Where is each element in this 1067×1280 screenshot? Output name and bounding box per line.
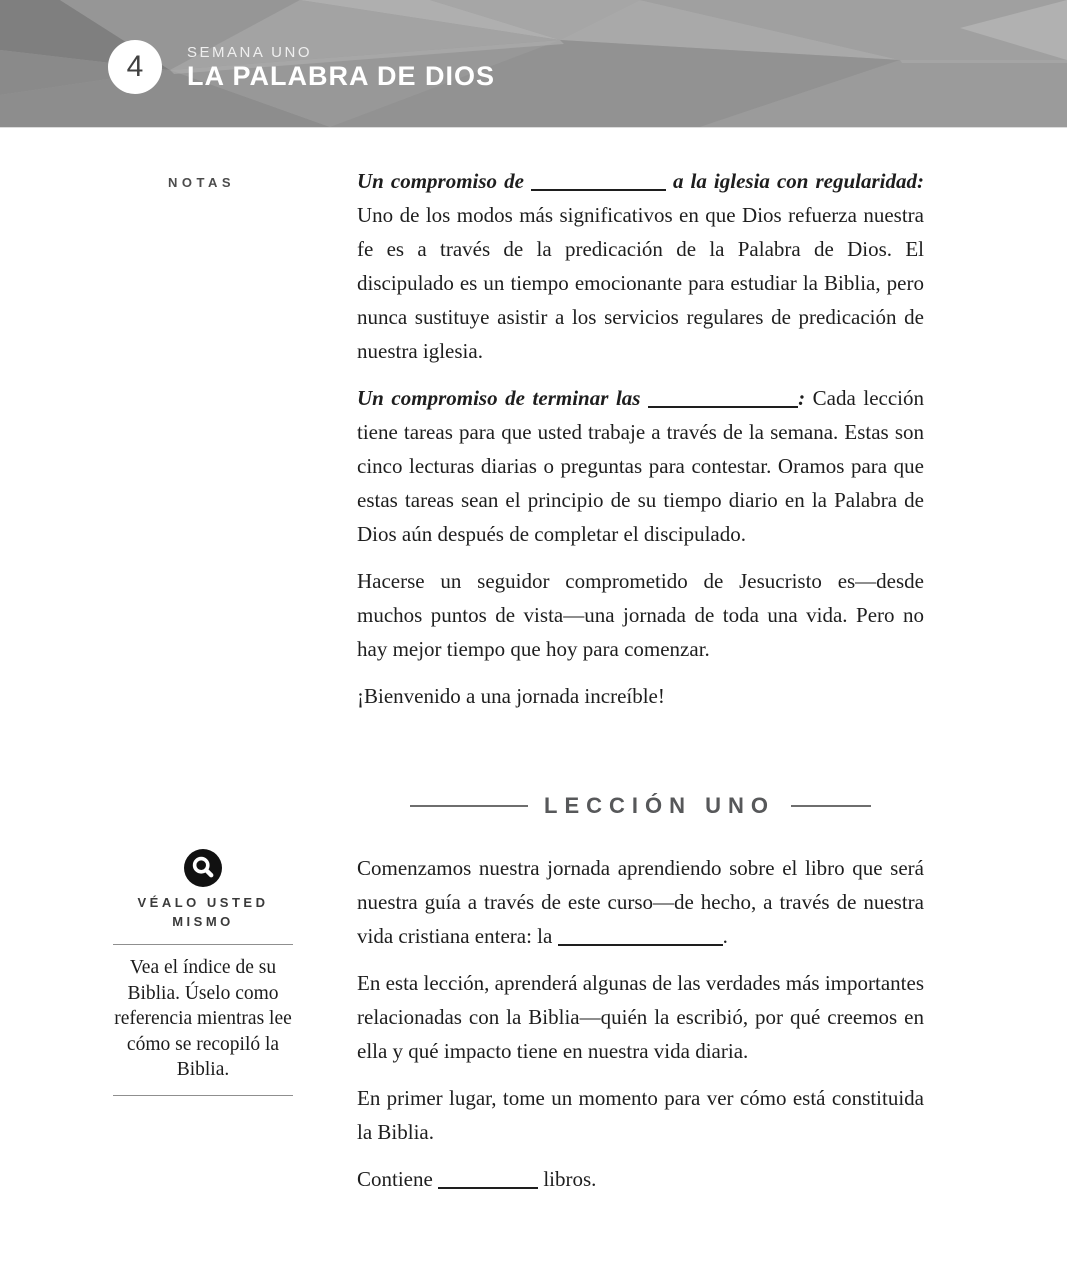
fill-in-blank	[648, 403, 798, 408]
callout-label-line2: MISMO	[172, 914, 234, 929]
paragraph-body: Contiene	[357, 1167, 439, 1191]
bold-lead-tail: :	[798, 386, 813, 410]
callout-body-text: Vea el índice de su Biblia. Úselo como referencia mientras lee cómo se recopiló la Biblia.	[114, 957, 292, 1080]
main-text-column	[357, 164, 924, 1209]
paragraph-contiene-libros	[357, 1162, 924, 1196]
paragraph-body: Uno de los modos más significativos en que Dios refuerza nuestra fe es a través de la predicación de la Palabra de Dios. El discipulado es un tiempo emocionante para estudiar la Biblia, pero nunca sustituye asistir a los servicios regulares de predicación de nuestra iglesia.	[357, 203, 924, 363]
notes-label: NOTAS	[168, 175, 236, 190]
paragraph-comenzamos	[357, 851, 924, 953]
chapter-title: LA PALABRA DE DIOS	[187, 61, 495, 91]
lesson-one-heading	[357, 793, 924, 819]
callout-label	[113, 893, 293, 931]
week-number: 4	[126, 50, 144, 83]
lesson-one-title: LECCIÓN UNO	[544, 793, 775, 818]
fill-in-blank	[438, 1184, 538, 1189]
paragraph-compromiso-tareas	[357, 381, 924, 551]
paragraph-tail: libros.	[538, 1167, 597, 1191]
paragraph-bienvenido: ¡Bienvenido a una jornada increíble!	[357, 684, 665, 708]
heading-rule-right	[791, 805, 871, 807]
paragraph-compromiso-iglesia	[357, 164, 924, 368]
paragraph-seguidor: Hacerse un seguidor comprometido de Jesucristo es—desde muchos puntos de vista—una jornada de toda una vida. Pero no hay mejor tiempo que hoy para comenzar.	[357, 569, 924, 661]
week-number-badge	[108, 40, 162, 94]
week-eyebrow: SEMANA UNO	[187, 44, 313, 61]
paragraph-body: Comenzamos nuestra jornada aprendiendo sobre el libro que será nuestra guía a través de este curso—de hecho, a través de nuestra vida cristiana entera: la	[357, 856, 924, 948]
chapter-header-banner	[0, 0, 1067, 128]
paragraph-body: Cada lección tiene tareas para que usted trabaje a través de la semana. Estas son cinco lecturas diarias o preguntas para contestar. Oramos para que estas tareas sean el principio de su tiempo diario en la Palabra de Dios aún después de completar el discipulado.	[357, 386, 924, 546]
callout-label-line1: VÉALO USTED	[137, 895, 269, 910]
bold-lead: Un compromiso de	[357, 169, 531, 193]
fill-in-blank	[531, 186, 666, 191]
see-it-yourself-callout	[113, 849, 293, 1106]
paragraph-en-primer-lugar: En primer lugar, tome un momento para ver cómo está constituida la Biblia.	[357, 1086, 924, 1144]
callout-divider-bottom	[113, 1095, 293, 1096]
callout-divider-top	[113, 944, 293, 945]
bold-lead-tail: a la iglesia con regularidad:	[665, 169, 924, 193]
paragraph-en-esta-leccion: En esta lección, aprenderá algunas de las verdades más importantes relacionadas con la Biblia—quién la escribió, por qué creemos en ella y qué impacto tiene en nuestra vida diaria.	[357, 971, 924, 1063]
heading-rule-left	[410, 805, 528, 807]
paragraph-tail: .	[722, 924, 728, 948]
search-icon	[184, 849, 222, 887]
bold-lead: Un compromiso de terminar las	[357, 386, 649, 410]
banner-titles	[187, 44, 495, 91]
fill-in-blank	[558, 941, 723, 946]
